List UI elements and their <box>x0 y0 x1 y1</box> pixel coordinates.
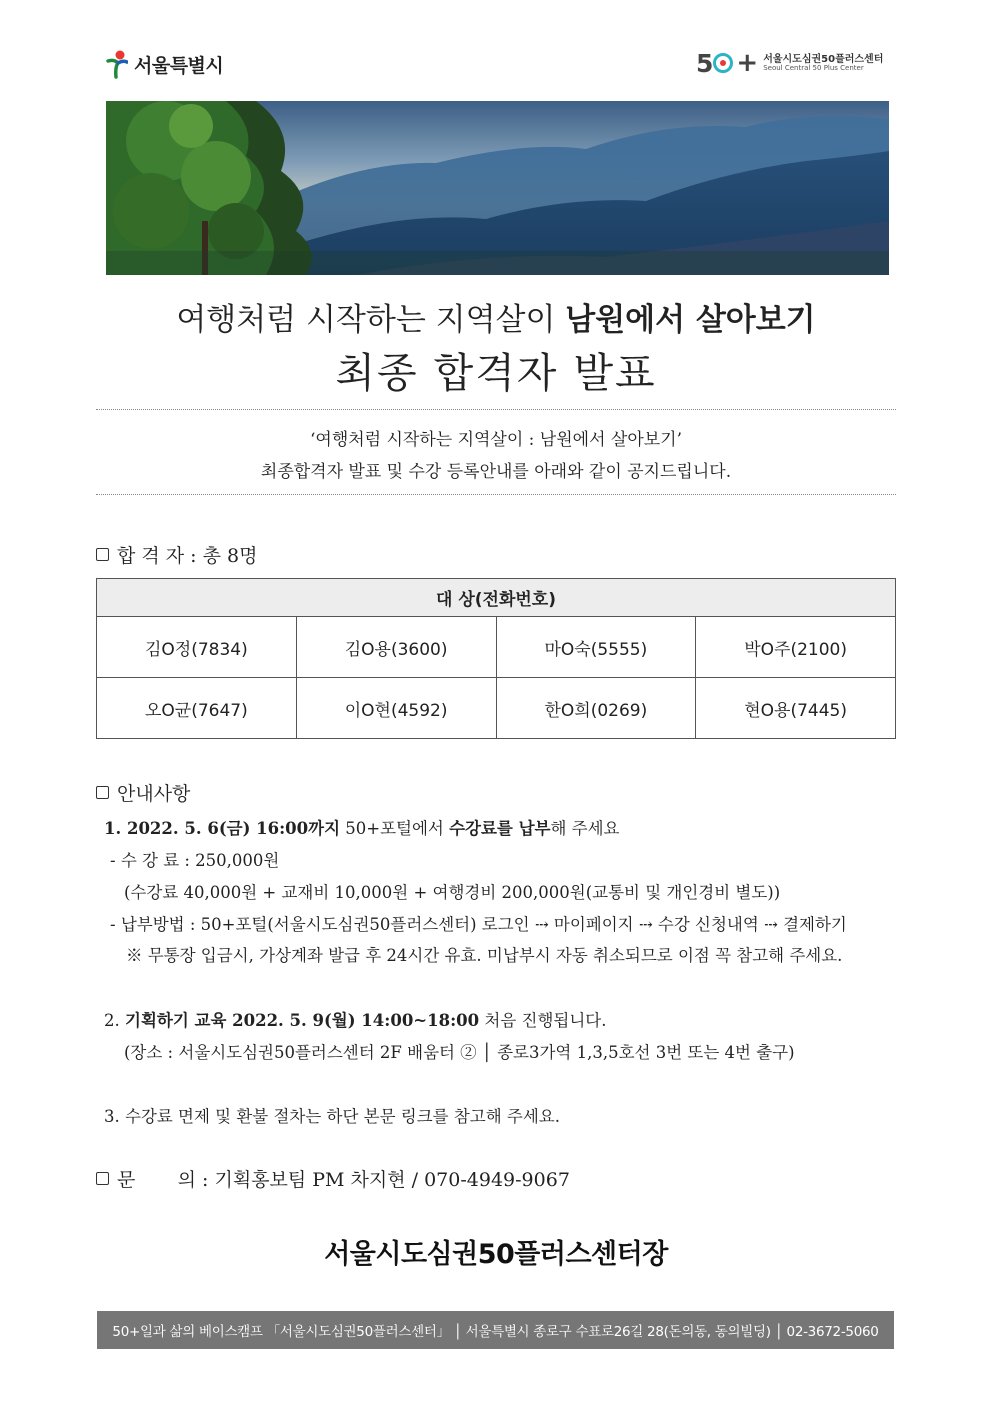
fifty-digit: 5 <box>696 48 713 78</box>
table-cell: 마O숙(5555) <box>496 617 696 678</box>
divider-bottom <box>96 494 896 495</box>
contact-line <box>96 1165 570 1192</box>
winners-heading <box>96 541 257 568</box>
item1-deadline: 1. 2022. 5. 6(금) 16:00까지 <box>104 819 341 838</box>
payment-note: ※ 무통장 입금시, 가상계좌 발급 후 24시간 유효. 미납부시 자동 취소되므로 이점 꼭 참고해 주세요. <box>126 946 843 965</box>
contact-text: 문 의 : 기획홍보팀 PM 차지현 / 070-4949-9067 <box>117 1169 570 1191</box>
center-name-en: Seoul Central 50 Plus Center <box>763 63 864 72</box>
fee-detail: (수강료 40,000원 + 교재비 10,000원 + 여행경비 200,000원(교통비 및 개인경비 별도)) <box>124 883 781 902</box>
fee-line: - 수 강 료 : 250,000원 <box>110 851 280 870</box>
notice-item-1 <box>104 815 620 839</box>
item2-text: 처음 진행됩니다. <box>479 1011 607 1030</box>
table-row <box>97 678 896 739</box>
checkbox-bullet-icon <box>96 1172 109 1185</box>
payment-method: - 납부방법 : 50+포털(서울시도심권50플러스센터) 로그인 ⤏ 마이페이지 ⤏ 수강 신청내역 ⤏ 결제하기 <box>110 915 847 934</box>
table-cell: 현O용(7445) <box>696 678 896 739</box>
plus-sign: + <box>736 48 758 78</box>
winners-heading-text: 합 격 자 : 총 8명 <box>117 545 258 567</box>
item1-text-b: 해 주세요 <box>550 819 620 838</box>
signature: 서울시도심권50플러스센터장 <box>324 1239 668 1270</box>
table-row <box>97 617 896 678</box>
seoul-logo-text: 서울특별시 <box>134 54 224 77</box>
mountain-banner-image <box>106 101 889 275</box>
table-cell: 김O정(7834) <box>97 617 297 678</box>
title-bold-text: 남원에서 살아보기 <box>565 302 816 338</box>
table-cell: 한O희(0269) <box>496 678 696 739</box>
item2-schedule: 기획하기 교육 2022. 5. 9(월) 14:00~18:00 <box>125 1011 480 1030</box>
checkbox-bullet-icon <box>96 548 109 561</box>
page-title-line1 <box>0 294 992 339</box>
notice-heading-text: 안내사항 <box>117 783 191 805</box>
page-title-line2: 최종 합격자 발표 <box>335 349 657 397</box>
table-cell: 오O균(7647) <box>97 678 297 739</box>
footer-text: 50+일과 삶의 베이스캠프 「서울시도심권50플러스센터」 │ 서울특별시 종로구 수표로26길 28(돈의동, 동의빌딩) │ 02-3672-5060 <box>112 1324 879 1340</box>
item2-number: 2. <box>104 1011 125 1030</box>
item2-place: (장소 : 서울시도심권50플러스센터 2F 배움터 ② │ 종로3가역 1,3,5호선 3번 또는 4번 출구) <box>124 1043 795 1062</box>
table-header-row <box>97 579 896 617</box>
intro-line1: ‘여행처럼 시작하는 지역살이 : 남원에서 살아보기’ <box>310 430 682 450</box>
item1-payment: 수강료를 납부 <box>449 819 551 838</box>
zero-ring-icon <box>713 53 733 73</box>
table-cell: 박O주(2100) <box>696 617 896 678</box>
notice-item-3: 3. 수강료 면제 및 환불 절차는 하단 본문 링크를 참고해 주세요. <box>104 1107 560 1126</box>
table-header: 대 상(전화번호) <box>97 579 896 617</box>
center-name <box>763 54 883 73</box>
seoul-city-logo <box>106 48 223 80</box>
table-cell: 김O용(3600) <box>296 617 496 678</box>
notice-heading <box>96 779 190 806</box>
seoul-emblem-icon <box>106 49 128 79</box>
winners-table <box>96 578 896 739</box>
checkbox-bullet-icon <box>96 786 109 799</box>
table-cell: 이O현(4592) <box>296 678 496 739</box>
center-name-ko: 서울시도심권50플러스센터 <box>763 53 884 65</box>
footer-bar <box>97 1311 894 1349</box>
divider-top <box>96 409 896 410</box>
center-logo <box>696 46 883 80</box>
intro-line2: 최종합격자 발표 및 수강 등록안내를 아래와 같이 공지드립니다. <box>260 462 732 482</box>
item1-text-a: 50+포털에서 <box>340 819 450 838</box>
fifty-plus-mark <box>696 48 757 78</box>
title-regular-text: 여행처럼 시작하는 지역살이 <box>176 302 566 338</box>
notice-item-2 <box>104 1007 606 1031</box>
